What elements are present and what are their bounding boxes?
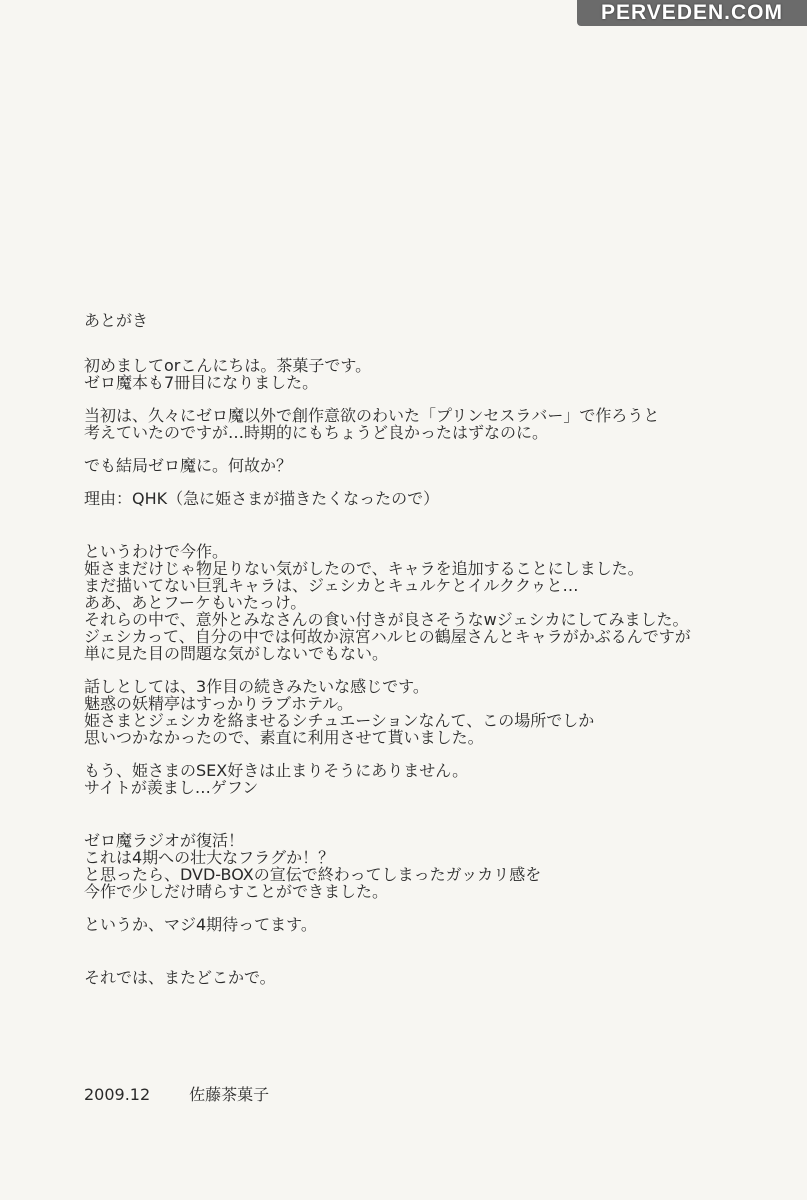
paragraph-original-plan: [84, 407, 784, 441]
paragraph-reason: [84, 490, 784, 507]
text-line: というわけで今作。: [84, 542, 229, 561]
text-line: これは4期への壮大なフラグか！？: [84, 848, 335, 867]
afterword-body: [84, 312, 784, 986]
paragraph-radio: [84, 832, 784, 900]
text-line: サイトが羨まし…ゲフン: [84, 778, 259, 797]
watermark-logo: PERVEDEN.COM: [577, 0, 807, 26]
text-line: 初めましてorこんにちは。茶菓子です。: [84, 356, 372, 375]
paragraph-this-work: [84, 543, 784, 662]
signature-date: 2009.12: [84, 1085, 151, 1104]
text-line: もう、姫さまのSEX好きは止まりそうにありません。: [84, 761, 469, 780]
text-line: 考えていたのですが…時期的にもちょうど良かったはずなのに。: [84, 423, 549, 442]
text-line: 単に見た目の問題な気がしないでもない。: [84, 644, 389, 663]
page-title: あとがき: [84, 311, 149, 330]
text-line: 今作で少しだけ晴らすことができました。: [84, 882, 389, 901]
signature-author: 佐藤茶菓子: [189, 1085, 270, 1104]
text-line: 思いつかなかったので、素直に利用させて貰いました。: [84, 728, 484, 747]
text-line: それらの中で、意外とみなさんの食い付きが良さそうなwジェシカにしてみました。: [84, 610, 689, 629]
text-line: 当初は、久々にゼロ魔以外で創作意欲のわいた「プリンセスラバー」で作ろうと: [84, 406, 660, 425]
text-line: まだ描いてない巨乳キャラは、ジェシカとキュルケとイルククゥと…: [84, 576, 579, 595]
paragraph-decision: [84, 457, 784, 474]
text-line: 姫さまだけじゃ物足りない気がしたので、キャラを追加することにしました。: [84, 559, 644, 578]
paragraph-princess: [84, 762, 784, 796]
text-line: ゼロ魔ラジオが復活！: [84, 831, 245, 850]
text-line: 理由：QHK（急に姫さまが描きたくなったので）: [84, 489, 440, 508]
text-line: ああ、あとフーケもいたっけ。: [84, 593, 307, 612]
text-line: でも結局ゼロ魔に。何故か？: [84, 456, 293, 475]
text-line: 話しとしては、3作目の続きみたいな感じです。: [84, 677, 429, 696]
text-line: と思ったら、DVD-BOXの宣伝で終わってしまったガッカリ感を: [84, 865, 542, 884]
paragraph-waiting: [84, 916, 784, 933]
text-line: 姫さまとジェシカを絡ませるシチュエーションなんて、この場所でしか: [84, 711, 595, 730]
paragraph-greeting: [84, 357, 784, 391]
text-line: ジェシカって、自分の中では何故か涼宮ハルヒの鶴屋さんとキャラがかぶるんですが: [84, 627, 691, 646]
text-line: 魅惑の妖精亭はすっかりラブホテル。: [84, 694, 353, 713]
paragraph-story: [84, 678, 784, 746]
paragraph-farewell: [84, 969, 784, 986]
text-line: それでは、またどこかで。: [84, 968, 276, 987]
text-line: というか、マジ4期待ってます。: [84, 915, 317, 934]
signature: [84, 1086, 269, 1103]
text-line: ゼロ魔本も7冊目になりました。: [84, 373, 319, 392]
